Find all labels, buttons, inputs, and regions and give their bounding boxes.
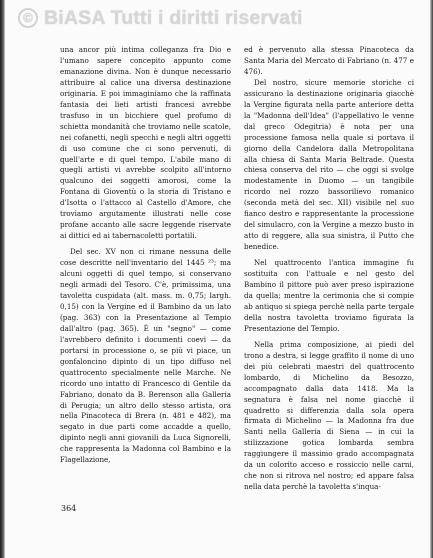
paragraph: Del sec. XV non ci rimane nessuna delle cose descritte nell'inventario del 1445 ²³; ma alcuni oggetti di quel tempo, si conservano negli armadi del Tesoro. C'è, primissima, una tavoletta cuspidata (alt. mass. m. 0,75; largh. 0,15) con la Vergine ed il Bambino da un lato (pag. 363) con la Presentazione al Tempio dall'altro (pag. 365). È un "segno" — come l'avrebbero definito i documenti coevi — da portarsi in processione o, se più vi piace, un gonfaloncino dipinto di un tipo diffuso nel quattrocento specialmente nelle Marche. Ne ricordo uno intatto di Francesco di Gentile da Fabriano, donato da B. Berenson alla Galleria di Perugia; un altro dello stesso artista, ora nella Pinacoteca di Brera (n. 481 e 482), ma segato in due parti come accadde a quello, dipinto negli anni giovanili da Luca Signorelli, che rappresenta la Madonna col Bambino e la Flagellazione, — [60, 247, 231, 465]
paragraph: ed è pervenuto alla stessa Pinacoteca da Santa Maria del Mercato di Fabriano (n. 477 e 476). — [244, 45, 414, 76]
text-column-right — [244, 45, 414, 493]
text-column-left — [60, 45, 231, 466]
watermark-text: BiASA Tutti i diritti riservati — [44, 6, 303, 29]
paragraph: Nel quattrocento l'antica immagine fu sostituita con l'attuale e nel gesto del Bambino il pittore può aver preso ispirazione da quella; mentre la cerimonia che si compie ab antiquo si spiega perchè nella parte tergale della nostra tavoletta troviamo figurata la Presentazione del Tempio. — [244, 258, 414, 333]
paragraph: Del nostro, sicure memorie storiche ci assicurano la destinazione originaria giacchè la Vergine figurata nella parte anteriore detta la "Madonna dell'Idea" (l'appellativo le venne dal greco Odegitria) è nota per una processione famosa nella quale si portava il giorno della Candelora dalla Metropolitana alla chiesa di Santa Maria Beltrade. Questa chiesa conserva del rito — che oggi si svolge modestamente in Duomo — un tangibile ricordo nel rozzo bassorilievo romanico (seconda metà del sec. XII) visibile nel suo fianco destro e rappresentante la processione del simulacro, con la Vergine a mezzo busto in atto di reggere, alla sua sinistra, il Putto che benedice. — [244, 77, 414, 252]
paragraph: una ancor più intima colleganza fra Dio e l'umano sapere concepito appunto come emanazione divina. Non è dunque necessario attribuire al calice una diversa destinazione originaria. E poi immaginiamo che la raffinata fantasia dei lieti artisti francesi avrebbe trasfuso in un bicchiere quel profumo di schietta mondanità che troviamo nelle scatole, nei cofanetti, negli specchi e negli altri oggetti di uso comune che ci sono pervenuti, di quell'arte e di quel tempo. L'abile mano di quegli artisti vi avrebbe scolpito all'intorno qualcuno dei soggetti amorosi, come la Fontana di Gioventù o la storia di Tristano e d'Isotta o l'attacco al Castello d'Amore, che troviamo argutamente illustrati nelle cose profane accanto alle sacre leggende riservate ai dittici ed ai tabernacoletti portatili. — [60, 45, 231, 241]
copyright-watermark — [18, 6, 418, 30]
copyright-icon: © — [18, 8, 38, 28]
page-number: 364 — [61, 504, 77, 513]
scan-left-edge — [0, 0, 5, 558]
paragraph: Nella prima composizione, ai piedi del trono a destra, si legge graffito il nome di uno dei più celebrati maestri del quattrocento lombardo, di Michelino da Besozzo, accompagnato dalla data 1418. Ma la segnatura è falsa nel nome giacchè il quadretto si differenzia dalla sola opera firmata di Michelino — la Madonna fra due Santi nella Galleria di Siena — in cui la stilizzazione gotica lombarda sembra raggiungere il massimo grado accompagnata da un colorito acceso e rossiccio nelle carni, che non si ritrova nel nostro; ed appare falsa nella data perchè la tavoletta s'inqua- — [244, 339, 414, 492]
